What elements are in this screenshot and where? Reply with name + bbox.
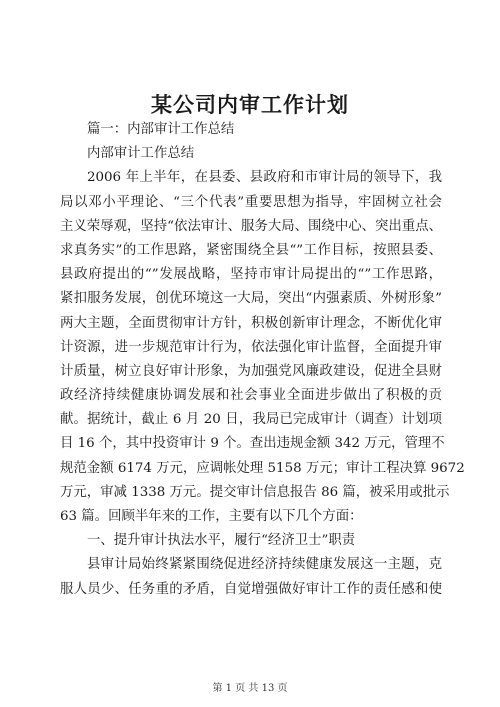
paragraph-line: 县审计局始终紧紧围绕促进经济持续健康发展这一主题，克 (87, 557, 442, 573)
paragraph-line: 计资源，进一步规范审计行为，依法强化审计监督，全面提升审 (60, 339, 442, 355)
paragraph-line: 求真务实”的工作思路，紧密围绕全县“”工作目标，按照县委、 (60, 242, 442, 258)
paragraph-line: 政经济持续健康协调发展和社会事业全面进步做出了积极的贡 (60, 388, 442, 404)
paragraph-line: 2006 年上半年，在县委、县政府和市审计局的领导下，我 (87, 170, 442, 186)
page-footer: 第 1 页 共 13 页 (212, 683, 288, 694)
paragraph-line: 目 16 个，其中投资审计 9 个。查出违规金额 342 万元，管理不 (60, 436, 445, 452)
subsection-heading: 内部审计工作总结 (87, 146, 195, 162)
paragraph-line: 局以邓小平理论、“三个代表”重要思想为指导，牢固树立社会 (60, 194, 442, 210)
paragraph-line: 县政府提出的“”发展战略，坚持市审计局提出的“”工作思路， (60, 267, 442, 283)
paragraph-line: 万元，审减 1338 万元。提交审计信息报告 86 篇，被采用或批示 (60, 484, 450, 500)
document-title: 某公司内审工作计划 (151, 92, 349, 117)
paragraph-line: 计质量，树立良好审计形象，为加强党风廉政建设，促进全县财 (60, 363, 442, 379)
paragraph-line: 献。据统计，截止 6 月 20 日，我局已完成审计（调查）计划项 (60, 412, 442, 428)
paragraph-line: 63 篇。回顾半年来的工作，主要有以下几个方面： (60, 509, 363, 524)
document-body (60, 118, 465, 602)
section-heading: 篇一：内部审计工作总结 (87, 122, 235, 137)
paragraph-line: 紧扣服务发展，创优环境这一大局，突出“内强素质、外树形象” (60, 291, 442, 307)
paragraph-line: 规范金额 6174 万元，应调帐处理 5158 万元；审计工程决算 9672 (60, 460, 465, 476)
paragraph-line: 主义荣辱观，坚持“依法审计、服务大局、围绕中心、突出重点、 (60, 218, 442, 234)
paragraph-line: 服人员少、任务重的矛盾，自觉增强做好审计工作的责任感和使 (60, 581, 442, 597)
section-heading: 一、提升审计执法水平，履行“经济卫士”职责 (87, 533, 356, 549)
paragraph-line: 两大主题，全面贯彻审计方针，积极创新审计理念，不断优化审 (60, 315, 442, 331)
